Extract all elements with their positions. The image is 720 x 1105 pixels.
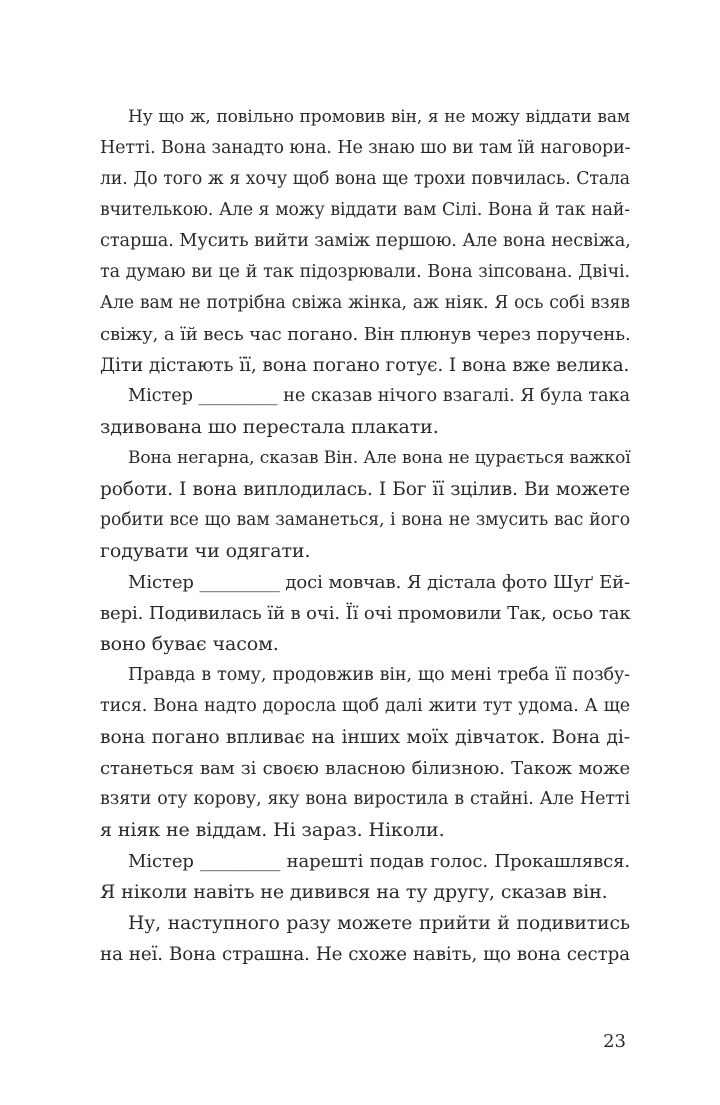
text-line: роботи. І вона виплодилась. І Бог її зцілив. Ви можете — [100, 479, 630, 500]
text-line: Містер _________ не сказав нічого взагалі. Я була така — [128, 386, 630, 406]
text-line: взяти оту корову, яку вона виростила в стайні. Але Нетті — [100, 789, 630, 809]
text-line: та думаю ви це й так підозрювали. Вона зіпсована. Двічі. — [100, 262, 630, 282]
text-line: здивована шо перестала плакати. — [100, 416, 439, 438]
text-line: Ну, наступного разу можете прийти й подивитись — [128, 913, 630, 934]
text-line: ли. До того ж я хочу щоб вона ще трохи повчилась. Стала — [100, 169, 630, 189]
text-line: Ну що ж, повільно промовив він, я не можу віддати вам — [128, 107, 630, 127]
text-line: Але вам не потрібна свіжа жінка, аж ніяк. Я ось собі взяв — [100, 293, 630, 313]
text-line: Нетті. Вона занадто юна. Не знаю шо ви там їй наговори- — [100, 138, 631, 158]
text-line: Я ніколи навіть не дивився на ту другу, сказав він. — [100, 881, 608, 903]
text-line: Вона негарна, сказав Він. Але вона не цурається важкої — [128, 448, 631, 468]
text-line: вона погано впливає на інших моїх дівчаток. Вона ді- — [100, 727, 630, 748]
text-line: на неї. Вона страшна. Не схоже навіть, що вона сестра — [100, 944, 630, 965]
text-line: старша. Мусить вийти заміж першою. Але вона несвіжа, — [100, 231, 631, 251]
text-line: свіжу, а їй весь час погано. Він плюнув через поручень. — [100, 324, 631, 345]
text-line: Містер _________ нарешті подав голос. Прокашлявся. — [128, 851, 630, 872]
text-line: годувати чи одягати. — [100, 540, 311, 562]
text-line: Правда в тому, продовжив він, що мені треба її позбу- — [128, 665, 630, 685]
text-line: воно буває часом. — [100, 633, 279, 655]
text-line: тися. Вона надто доросла щоб далі жити тут удома. А ще — [100, 696, 630, 716]
text-line: я ніяк не віддам. Ні зараз. Ніколи. — [100, 819, 445, 841]
text-line: станеться вам зі своєю власною білизною. Також може — [100, 758, 630, 779]
text-line: Містер _________ досі мовчав. Я дістала фото Шуґ Ей- — [128, 572, 630, 593]
page-number: 23 — [603, 1031, 626, 1052]
body-text — [100, 102, 630, 970]
text-line: Діти дістають її, вона погано готує. І вона вже велика. — [100, 355, 630, 376]
text-line: вері. Подивилась їй в очі. Її очі промовили Так, осьо так — [100, 603, 631, 624]
text-line: вчителькою. Але я можу віддати вам Сілі. Вона й так най- — [100, 200, 630, 220]
text-line: робити все що вам заманеться, і вона не змусить вас його — [100, 510, 630, 530]
